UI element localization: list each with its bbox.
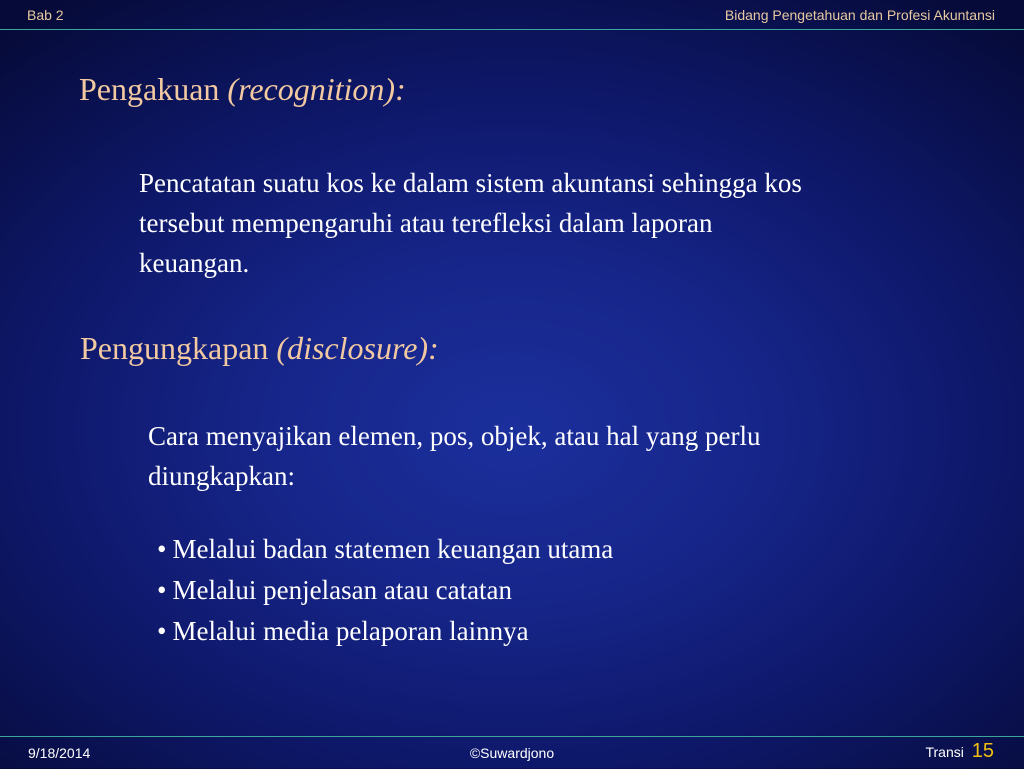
disclosure-definition: Cara menyajikan elemen, pos, objek, atau hal yang perlu diungkapkan: xyxy=(148,421,761,491)
list-item xyxy=(157,529,613,570)
list-item-text: Melalui penjelasan atau catatan xyxy=(172,575,513,605)
bullet-icon: • xyxy=(157,575,167,605)
bullet-icon: • xyxy=(157,534,167,564)
disclosure-term: (disclosure): xyxy=(276,330,439,366)
recognition-heading xyxy=(79,71,406,108)
slide-date: 9/18/2014 xyxy=(28,745,91,761)
list-item xyxy=(157,611,613,652)
disclosure-heading-label: Pengungkapan xyxy=(80,330,269,366)
disclosure-methods-list xyxy=(157,529,613,652)
course-title: Bidang Pengetahuan dan Profesi Akuntansi xyxy=(724,7,995,23)
list-item-text: Melalui media pelaporan lainnya xyxy=(172,616,529,646)
copyright-notice: ©Suwardjono xyxy=(469,745,555,761)
slide-header xyxy=(0,0,1024,30)
list-item xyxy=(157,570,613,611)
disclosure-heading xyxy=(80,330,439,367)
bullet-icon: • xyxy=(157,616,167,646)
slide-footer xyxy=(0,736,1024,769)
recognition-heading-label: Pengakuan xyxy=(79,71,220,107)
recognition-definition: Pencatatan suatu kos ke dalam sistem akuntansi sehingga kos tersebut mempengaruhi atau terefleksi dalam laporan keuangan. xyxy=(139,168,802,278)
slide-indicator xyxy=(925,740,994,763)
chapter-label: Bab 2 xyxy=(27,7,64,23)
slide-label: Transi xyxy=(925,744,964,760)
recognition-term: (recognition): xyxy=(227,71,406,107)
slide-number: 15 xyxy=(971,740,994,762)
list-item-text: Melalui badan statemen keuangan utama xyxy=(172,534,614,564)
